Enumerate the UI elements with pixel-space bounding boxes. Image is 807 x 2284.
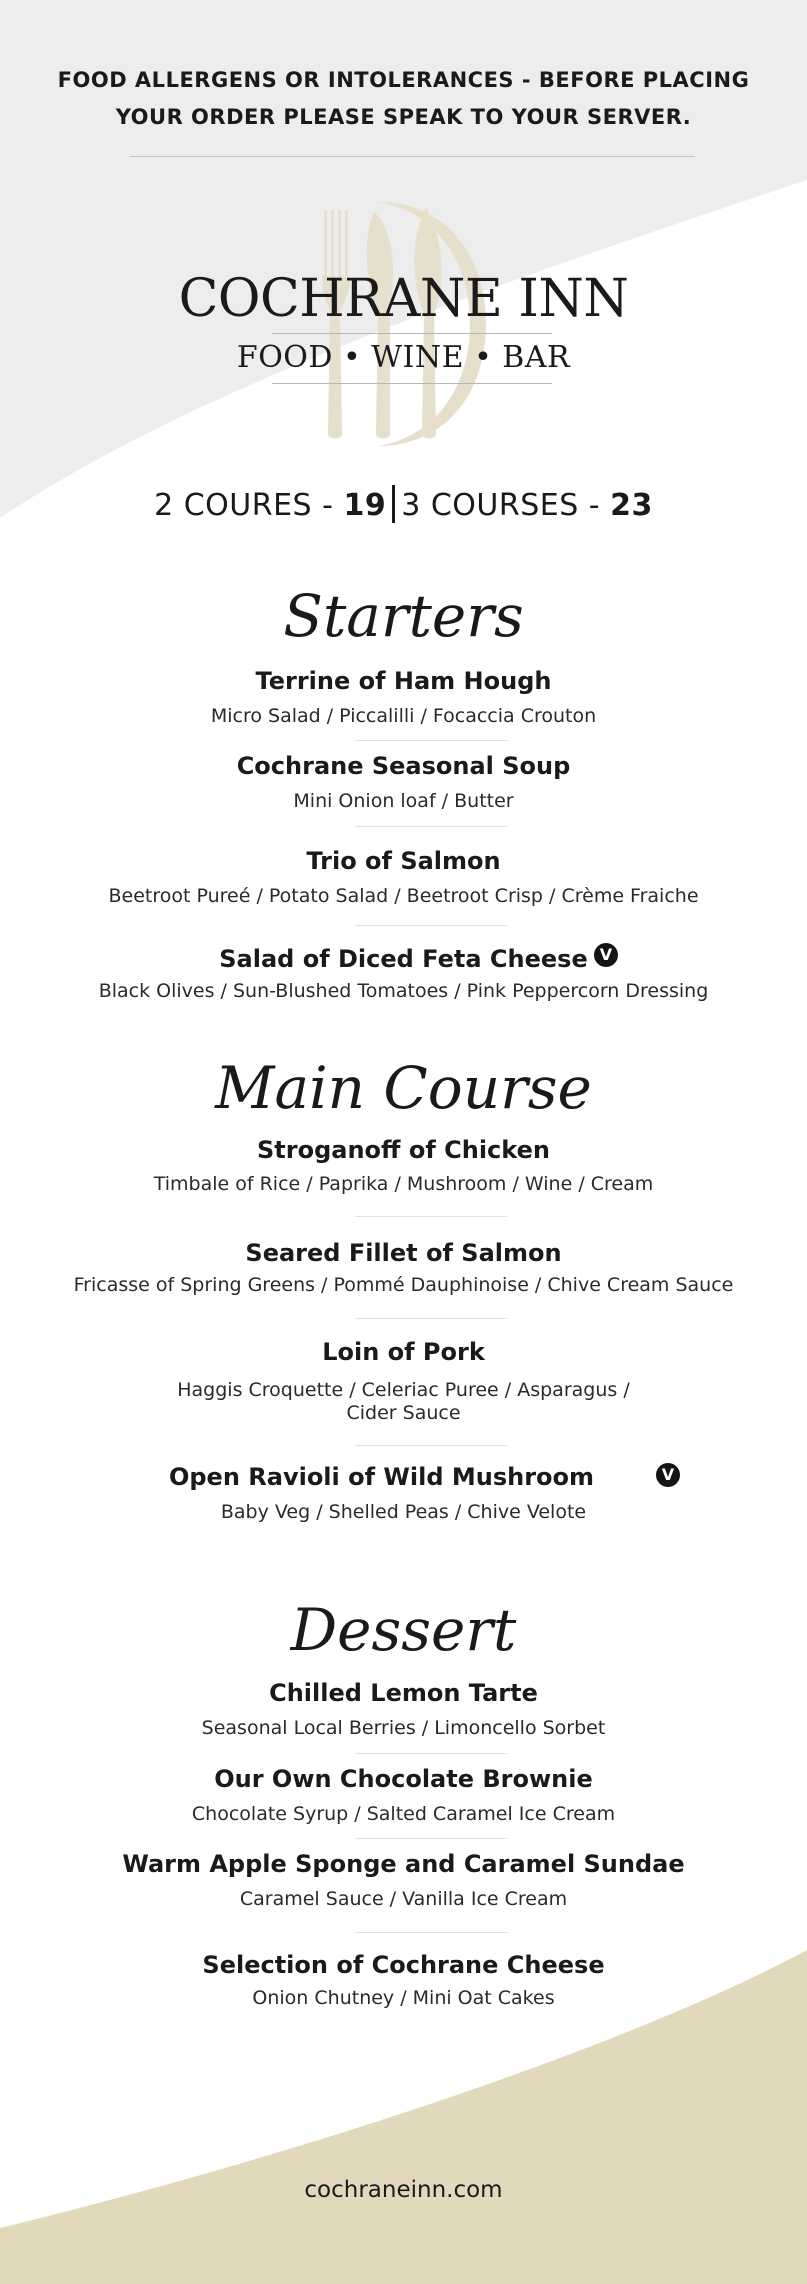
menu-item-desc: Timbale of Rice / Paprika / Mushroom / Wine / Cream (153, 1173, 654, 1195)
menu-item-name: Loin of Pork (322, 1338, 485, 1366)
menu-item-desc: Beetroot Pureé / Potato Salad / Beetroot Crisp / Crème Fraiche (108, 885, 699, 907)
allergen-notice-line1: FOOD ALLERGENS OR INTOLERANCES - BEFORE PLACING (57, 68, 750, 92)
vegetarian-badge: V (656, 1463, 680, 1487)
menu-item-desc: Mini Onion loaf / Butter (293, 790, 514, 812)
menu-item-desc: Baby Veg / Shelled Peas / Chive Velote (220, 1501, 587, 1523)
section-title-starters: Starters (283, 582, 524, 650)
logo-rule-bottom (272, 383, 552, 384)
vegetarian-badge: V (594, 943, 618, 967)
item-divider (355, 1318, 507, 1319)
section-title-main-course: Main Course (215, 1054, 592, 1122)
notice-divider (130, 156, 695, 157)
menu-item-name: Our Own Chocolate Brownie (214, 1765, 593, 1793)
two-course-label: 2 COURES - (154, 488, 344, 523)
item-divider (355, 1932, 507, 1933)
logo-rule-top (272, 333, 552, 334)
menu-item-desc: Haggis Croquette / Celeriac Puree / Asparagus / (177, 1379, 630, 1401)
item-divider (355, 1753, 507, 1754)
section-title-dessert: Dessert (290, 1596, 517, 1664)
allergen-notice-line2: YOUR ORDER PLEASE SPEAK TO YOUR SERVER. (115, 105, 692, 129)
menu-item-desc: Chocolate Syrup / Salted Caramel Ice Cream (191, 1803, 616, 1825)
menu-item-name: Selection of Cochrane Cheese (202, 1951, 605, 1979)
course-prices (0, 484, 807, 528)
menu-item-name: Cochrane Seasonal Soup (236, 752, 571, 780)
menu-item-desc: Micro Salad / Piccalilli / Focaccia Crouton (210, 705, 597, 727)
menu-item-name: Salad of Diced Feta Cheese (219, 945, 588, 973)
item-divider (355, 925, 507, 926)
three-course-price: 23 (610, 488, 653, 523)
menu-item-desc-cont: Cider Sauce (346, 1402, 461, 1424)
price-separator (392, 485, 395, 523)
logo-subtitle: FOOD • WINE • BAR (236, 340, 571, 375)
item-divider (355, 1216, 507, 1217)
menu-item-name: Chilled Lemon Tarte (269, 1679, 538, 1707)
allergen-notice (0, 62, 807, 136)
two-course-price: 19 (343, 488, 387, 523)
item-divider (355, 1838, 507, 1839)
logo-title: COCHRANE INN (178, 269, 629, 329)
menu-item-name: Open Ravioli of Wild Mushroom (168, 1463, 595, 1491)
menu-item-name: Stroganoff of Chicken (257, 1136, 550, 1164)
menu-item-name: Warm Apple Sponge and Caramel Sundae (122, 1850, 685, 1878)
menu-item-name: Trio of Salmon (306, 847, 501, 875)
menu-item-desc: Seasonal Local Berries / Limoncello Sorbet (201, 1717, 606, 1739)
item-divider (355, 1445, 507, 1446)
menu-item-name: Seared Fillet of Salmon (245, 1239, 562, 1267)
menu-item-desc: Fricasse of Spring Greens / Pommé Dauphinoise / Chive Cream Sauce (73, 1274, 734, 1296)
menu-item-desc: Black Olives / Sun-Blushed Tomatoes / Pink Peppercorn Dressing (98, 980, 709, 1002)
website-link[interactable]: cochraneinn.com (304, 2177, 503, 2203)
item-divider (355, 740, 507, 741)
three-course-label: 3 COURSES - (401, 488, 611, 523)
item-divider (355, 826, 507, 827)
menu-item-name: Terrine of Ham Hough (255, 667, 552, 695)
menu-item-desc: Onion Chutney / Mini Oat Cakes (252, 1987, 555, 2009)
menu-item-desc: Caramel Sauce / Vanilla Ice Cream (239, 1888, 568, 1910)
